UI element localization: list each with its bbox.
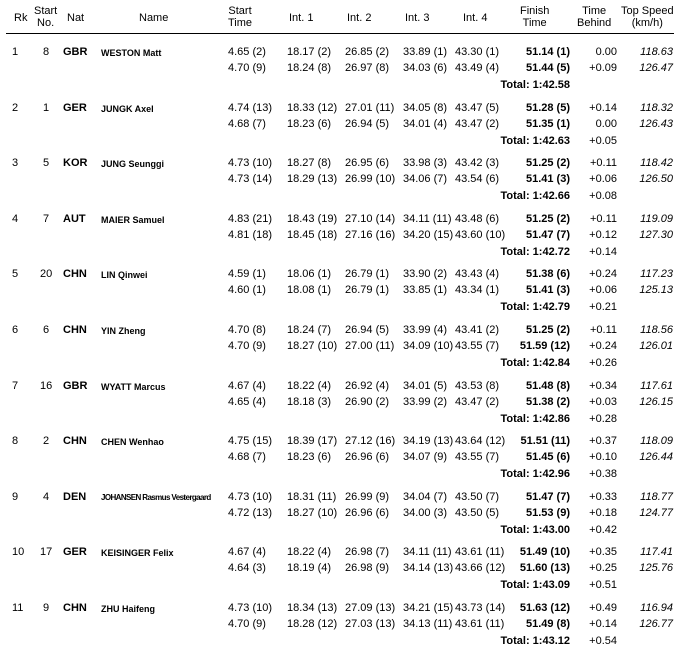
int3-time-cell: 34.07 (9) (403, 451, 448, 464)
athlete-name: ZHU Haifeng (101, 604, 155, 614)
table-header (0, 0, 680, 34)
start-time-cell: 4.70 (9) (228, 340, 266, 352)
start-time-cell: 4.59 (1) (228, 268, 266, 281)
table-row (0, 203, 680, 258)
finish-time-cell: 51.47 (7) (525, 228, 570, 241)
rank-cell: 1 (12, 46, 19, 58)
start-no-cell: 16 (40, 379, 53, 392)
int3-time-cell: 34.01 (4) (403, 117, 448, 130)
int1-time-cell: 18.45 (18) (287, 228, 338, 241)
table-row (0, 425, 680, 480)
int1-time-cell: 18.39 (17) (287, 435, 338, 448)
top-speed-cell: 125.76 (639, 562, 673, 575)
nation-cell: CHN (63, 324, 87, 336)
start-no-cell: 7 (42, 212, 50, 225)
int4-time-cell: 43.61 (11) (455, 618, 505, 630)
header-top-speed: Top Speed (km/h) (621, 5, 674, 29)
total-behind: +0.38 (589, 468, 617, 481)
start-no-cell: 17 (40, 546, 53, 559)
top-speed-cell: 126.50 (639, 173, 673, 186)
time-behind-cell: +0.37 (589, 435, 617, 448)
int2-time-cell: 26.90 (2) (345, 395, 390, 408)
int4-time-cell: 43.30 (1) (455, 46, 500, 58)
int2-time-cell: 26.97 (8) (345, 62, 390, 74)
athlete-name: JOHANSEN Rasmus Vestergaard (101, 492, 211, 502)
table-row (0, 481, 680, 536)
int4-time-cell: 43.54 (6) (455, 173, 500, 186)
int1-time-cell: 18.33 (12) (287, 101, 338, 114)
total-behind: +0.26 (589, 357, 617, 369)
int1-time-cell: 18.08 (1) (287, 284, 332, 297)
header-start-time: Start Time (228, 5, 253, 29)
table-row (0, 258, 680, 313)
athlete-name: JUNG Seunggi (101, 159, 165, 170)
int3-time-cell: 34.14 (13) (403, 562, 454, 575)
athlete-name: WESTON Matt (101, 48, 162, 58)
rank-cell: 4 (12, 212, 19, 225)
int3-time-cell: 34.09 (10) (403, 340, 454, 352)
int3-time-cell: 34.19 (13) (403, 435, 454, 448)
header-name: Name (139, 12, 169, 24)
rank-cell: 5 (12, 268, 19, 281)
total-time: Total: 1:42.79 (500, 301, 570, 314)
finish-time-cell: 51.49 (8) (525, 618, 570, 630)
int1-time-cell: 18.28 (12) (287, 618, 338, 630)
time-behind-cell: +0.11 (589, 157, 617, 170)
start-time-cell: 4.64 (3) (228, 562, 266, 575)
header-int1: Int. 1 (289, 12, 314, 24)
athlete-name: KEISINGER Felix (101, 548, 174, 559)
time-behind-cell: +0.11 (589, 212, 617, 225)
time-behind-cell: +0.12 (589, 228, 617, 241)
rank-cell: 11 (12, 602, 24, 614)
finish-time-cell: 51.48 (8) (525, 379, 570, 392)
int2-time-cell: 27.10 (14) (345, 212, 396, 225)
nation-cell: GBR (63, 46, 88, 58)
header-start-no: Start No. (34, 5, 58, 29)
finish-time-cell: 51.25 (2) (525, 324, 570, 336)
total-time: Total: 1:43.09 (500, 579, 570, 592)
nation-cell: GBR (63, 379, 88, 392)
top-speed-cell: 116.94 (640, 602, 673, 614)
top-speed-cell: 118.09 (640, 435, 673, 448)
total-behind: +0.42 (589, 523, 617, 536)
int2-time-cell: 26.94 (5) (345, 117, 390, 130)
nation-cell: KOR (63, 157, 88, 170)
int2-time-cell: 26.85 (2) (345, 46, 390, 58)
int4-time-cell: 43.49 (4) (455, 62, 500, 74)
rank-cell: 6 (12, 324, 19, 336)
int3-time-cell: 34.11 (11) (403, 212, 452, 225)
start-time-cell: 4.67 (4) (228, 546, 266, 559)
time-behind-cell: +0.14 (589, 101, 617, 114)
top-speed-cell: 126.47 (639, 62, 673, 74)
start-no-cell: 20 (40, 268, 53, 281)
total-time: Total: 1:42.86 (500, 412, 570, 425)
time-behind-cell: +0.33 (589, 490, 617, 503)
start-no-cell: 5 (42, 157, 50, 170)
int4-time-cell: 43.50 (7) (455, 490, 500, 503)
rank-cell: 8 (12, 435, 19, 448)
int3-time-cell: 33.99 (4) (403, 324, 448, 336)
start-no-cell: 2 (42, 435, 50, 448)
total-behind: +0.54 (589, 635, 617, 647)
int4-time-cell: 43.41 (2) (455, 324, 500, 336)
int2-time-cell: 26.94 (5) (345, 324, 390, 336)
int3-time-cell: 34.05 (8) (403, 101, 448, 114)
int4-time-cell: 43.34 (1) (455, 284, 500, 297)
top-speed-cell: 117.61 (640, 379, 673, 392)
time-behind-cell: +0.06 (589, 284, 617, 297)
rank-cell: 9 (12, 490, 19, 503)
int3-time-cell: 33.99 (2) (403, 395, 448, 408)
int2-time-cell: 27.09 (13) (345, 602, 396, 614)
int1-time-cell: 18.24 (7) (287, 324, 332, 336)
time-behind-cell: +0.18 (589, 506, 617, 519)
total-time: Total: 1:42.66 (500, 190, 570, 203)
athlete-name: JUNGK Axel (101, 103, 154, 114)
int1-time-cell: 18.17 (2) (287, 46, 332, 58)
start-no-cell: 8 (42, 46, 50, 58)
time-behind-cell: +0.06 (589, 173, 617, 186)
int3-time-cell: 33.98 (3) (403, 157, 448, 170)
top-speed-cell: 118.42 (640, 157, 673, 170)
table-row (0, 314, 680, 369)
int1-time-cell: 18.23 (6) (287, 451, 332, 464)
int3-time-cell: 34.20 (15) (403, 228, 454, 241)
start-time-cell: 4.81 (18) (228, 228, 273, 241)
header-int3: Int. 3 (405, 12, 430, 24)
time-behind-cell: 0.00 (595, 117, 617, 130)
int1-time-cell: 18.06 (1) (287, 268, 332, 281)
athlete-name: YIN Zheng (101, 326, 146, 336)
start-time-cell: 4.73 (10) (228, 490, 273, 503)
time-behind-cell: +0.49 (589, 602, 617, 614)
header-int4: Int. 4 (463, 12, 488, 24)
start-time-cell: 4.83 (21) (228, 212, 273, 225)
table-row (0, 147, 680, 202)
finish-time-cell: 51.28 (5) (525, 101, 570, 114)
int2-time-cell: 26.79 (1) (345, 268, 390, 281)
int2-time-cell: 27.03 (13) (345, 618, 396, 630)
int4-time-cell: 43.66 (12) (455, 562, 506, 575)
int4-time-cell: 43.61 (11) (455, 546, 505, 559)
finish-time-cell: 51.45 (6) (525, 451, 570, 464)
int1-time-cell: 18.24 (8) (287, 62, 332, 74)
total-behind: +0.08 (589, 190, 617, 203)
total-behind: +0.21 (589, 301, 617, 314)
start-time-cell: 4.70 (8) (228, 324, 266, 336)
finish-time-cell: 51.59 (12) (519, 340, 570, 352)
finish-time-cell: 51.41 (3) (525, 284, 570, 297)
finish-time-cell: 51.63 (12) (519, 602, 570, 614)
int1-time-cell: 18.22 (4) (287, 546, 332, 559)
time-behind-cell: 0.00 (595, 46, 617, 58)
finish-time-cell: 51.51 (11) (520, 435, 570, 448)
rank-cell: 10 (12, 546, 25, 559)
time-behind-cell: +0.09 (589, 62, 617, 74)
int4-time-cell: 43.47 (5) (455, 101, 500, 114)
time-behind-cell: +0.35 (589, 546, 617, 559)
start-time-cell: 4.68 (7) (228, 117, 266, 130)
rank-cell: 7 (12, 379, 19, 392)
int1-time-cell: 18.19 (4) (287, 562, 332, 575)
int1-time-cell: 18.43 (19) (287, 212, 338, 225)
int3-time-cell: 33.89 (1) (403, 46, 448, 58)
int4-time-cell: 43.60 (10) (455, 228, 506, 241)
int4-time-cell: 43.47 (2) (455, 117, 500, 130)
int1-time-cell: 18.22 (4) (287, 379, 332, 392)
int4-time-cell: 43.73 (14) (455, 602, 506, 614)
time-behind-cell: +0.34 (589, 379, 617, 392)
start-time-cell: 4.60 (1) (228, 284, 266, 297)
int2-time-cell: 27.01 (11) (345, 101, 395, 114)
start-no-cell: 4 (42, 490, 50, 503)
int4-time-cell: 43.42 (3) (455, 157, 500, 170)
athlete-name: LIN Qinwei (101, 270, 148, 281)
time-behind-cell: +0.11 (589, 324, 617, 336)
finish-time-cell: 51.53 (9) (525, 506, 570, 519)
start-time-cell: 4.72 (13) (228, 506, 273, 519)
int1-time-cell: 18.29 (13) (287, 173, 338, 186)
total-time: Total: 1:42.58 (500, 79, 570, 91)
finish-time-cell: 51.38 (6) (525, 268, 570, 281)
athlete-name: MAIER Samuel (101, 214, 165, 225)
nation-cell: GER (63, 546, 87, 559)
header-rk: Rk (14, 12, 28, 24)
top-speed-cell: 118.56 (640, 324, 673, 336)
nation-cell: DEN (63, 490, 87, 503)
top-speed-cell: 126.44 (639, 451, 673, 464)
finish-time-cell: 51.49 (10) (519, 546, 570, 559)
header-divider (6, 33, 674, 34)
int4-time-cell: 43.64 (12) (455, 435, 506, 448)
int2-time-cell: 26.79 (1) (345, 284, 390, 297)
start-time-cell: 4.67 (4) (228, 379, 266, 392)
int1-time-cell: 18.34 (13) (287, 602, 338, 614)
time-behind-cell: +0.14 (589, 618, 617, 630)
int4-time-cell: 43.47 (2) (455, 395, 500, 408)
finish-time-cell: 51.14 (1) (525, 46, 570, 58)
top-speed-cell: 126.15 (639, 395, 673, 408)
int1-time-cell: 18.27 (8) (287, 157, 332, 170)
int1-time-cell: 18.27 (10) (287, 506, 338, 519)
start-no-cell: 1 (42, 101, 50, 114)
int1-time-cell: 18.18 (3) (287, 395, 332, 408)
int1-time-cell: 18.27 (10) (287, 340, 338, 352)
top-speed-cell: 118.32 (640, 101, 673, 114)
time-behind-cell: +0.24 (589, 340, 617, 352)
nation-cell: GER (63, 101, 87, 114)
start-no-cell: 6 (42, 324, 50, 336)
int2-time-cell: 27.16 (16) (345, 228, 396, 241)
start-time-cell: 4.70 (9) (228, 62, 266, 74)
top-speed-cell: 117.23 (640, 268, 673, 281)
table-row (0, 36, 680, 91)
int2-time-cell: 26.95 (6) (345, 157, 390, 170)
table-row (0, 536, 680, 591)
start-time-cell: 4.75 (15) (228, 435, 273, 448)
int3-time-cell: 34.00 (3) (403, 506, 448, 519)
top-speed-cell: 126.43 (639, 117, 673, 130)
top-speed-cell: 124.77 (639, 506, 673, 519)
start-time-cell: 4.68 (7) (228, 451, 266, 464)
total-behind: +0.14 (589, 245, 617, 258)
top-speed-cell: 125.13 (639, 284, 673, 297)
time-behind-cell: +0.03 (589, 395, 617, 408)
finish-time-cell: 51.60 (13) (519, 562, 570, 575)
time-behind-cell: +0.25 (589, 562, 617, 575)
int3-time-cell: 33.85 (1) (403, 284, 448, 297)
int2-time-cell: 26.96 (6) (345, 451, 390, 464)
int3-time-cell: 34.01 (5) (403, 379, 448, 392)
int3-time-cell: 34.06 (7) (403, 173, 448, 186)
table-row (0, 592, 680, 647)
total-time: Total: 1:42.72 (500, 245, 570, 258)
header-finish-time: Finish Time (520, 5, 550, 29)
total-behind: +0.05 (589, 134, 617, 147)
header-time-behind: Time Behind (577, 5, 612, 29)
finish-time-cell: 51.35 (1) (525, 117, 570, 130)
int2-time-cell: 26.98 (9) (345, 562, 390, 575)
total-behind: +0.28 (589, 412, 617, 425)
top-speed-cell: 127.30 (639, 228, 673, 241)
int2-time-cell: 26.99 (10) (345, 173, 396, 186)
rank-cell: 3 (12, 157, 19, 170)
top-speed-cell: 118.77 (640, 490, 673, 503)
int4-time-cell: 43.53 (8) (455, 379, 500, 392)
athlete-name: CHEN Wenhao (101, 437, 164, 448)
int3-time-cell: 34.11 (11) (403, 546, 452, 559)
int4-time-cell: 43.50 (5) (455, 506, 500, 519)
total-time: Total: 1:42.96 (500, 468, 570, 481)
rank-cell: 2 (12, 101, 19, 114)
top-speed-cell: 117.41 (640, 546, 673, 559)
nation-cell: CHN (63, 602, 87, 614)
table-row (0, 92, 680, 147)
int3-time-cell: 34.21 (15) (403, 602, 454, 614)
header-int2: Int. 2 (347, 12, 372, 24)
int2-time-cell: 26.98 (7) (345, 546, 390, 559)
int3-time-cell: 34.03 (6) (403, 62, 448, 74)
table-row (0, 370, 680, 425)
int3-time-cell: 33.90 (2) (403, 268, 448, 281)
finish-time-cell: 51.44 (5) (525, 62, 570, 74)
header-nat: Nat (67, 12, 85, 24)
total-time: Total: 1:42.63 (500, 134, 570, 147)
start-time-cell: 4.74 (13) (228, 101, 273, 114)
start-time-cell: 4.65 (2) (228, 46, 266, 58)
top-speed-cell: 126.77 (639, 618, 673, 630)
start-time-cell: 4.73 (14) (228, 173, 273, 186)
finish-time-cell: 51.25 (2) (525, 157, 570, 170)
int2-time-cell: 26.96 (6) (345, 506, 390, 519)
int2-time-cell: 27.12 (16) (345, 435, 396, 448)
total-time: Total: 1:43.12 (500, 635, 570, 647)
int3-time-cell: 34.13 (11) (403, 618, 453, 630)
int4-time-cell: 43.43 (4) (455, 268, 500, 281)
start-time-cell: 4.73 (10) (228, 157, 273, 170)
int2-time-cell: 26.92 (4) (345, 379, 390, 392)
top-speed-cell: 119.09 (640, 212, 673, 225)
top-speed-cell: 118.63 (640, 46, 673, 58)
int1-time-cell: 18.31 (11) (287, 490, 337, 503)
start-time-cell: 4.73 (10) (228, 602, 273, 614)
int4-time-cell: 43.48 (6) (455, 212, 500, 225)
finish-time-cell: 51.25 (2) (525, 212, 570, 225)
finish-time-cell: 51.47 (7) (525, 490, 570, 503)
int1-time-cell: 18.23 (6) (287, 117, 332, 130)
int3-time-cell: 34.04 (7) (403, 490, 448, 503)
start-time-cell: 4.70 (9) (228, 618, 266, 630)
total-behind: +0.51 (589, 579, 617, 592)
total-time: Total: 1:42.84 (500, 357, 570, 369)
finish-time-cell: 51.41 (3) (525, 173, 570, 186)
total-time: Total: 1:43.00 (500, 523, 570, 536)
start-time-cell: 4.65 (4) (228, 395, 266, 408)
time-behind-cell: +0.10 (589, 451, 617, 464)
int4-time-cell: 43.55 (7) (455, 340, 500, 352)
nation-cell: AUT (63, 212, 86, 225)
start-no-cell: 9 (42, 602, 50, 614)
int4-time-cell: 43.55 (7) (455, 451, 500, 464)
time-behind-cell: +0.24 (589, 268, 617, 281)
nation-cell: CHN (63, 435, 87, 448)
top-speed-cell: 126.01 (639, 340, 673, 352)
athlete-name: WYATT Marcus (101, 381, 166, 392)
finish-time-cell: 51.38 (2) (525, 395, 570, 408)
int2-time-cell: 26.99 (9) (345, 490, 390, 503)
nation-cell: CHN (63, 268, 87, 281)
int2-time-cell: 27.00 (11) (345, 340, 395, 352)
